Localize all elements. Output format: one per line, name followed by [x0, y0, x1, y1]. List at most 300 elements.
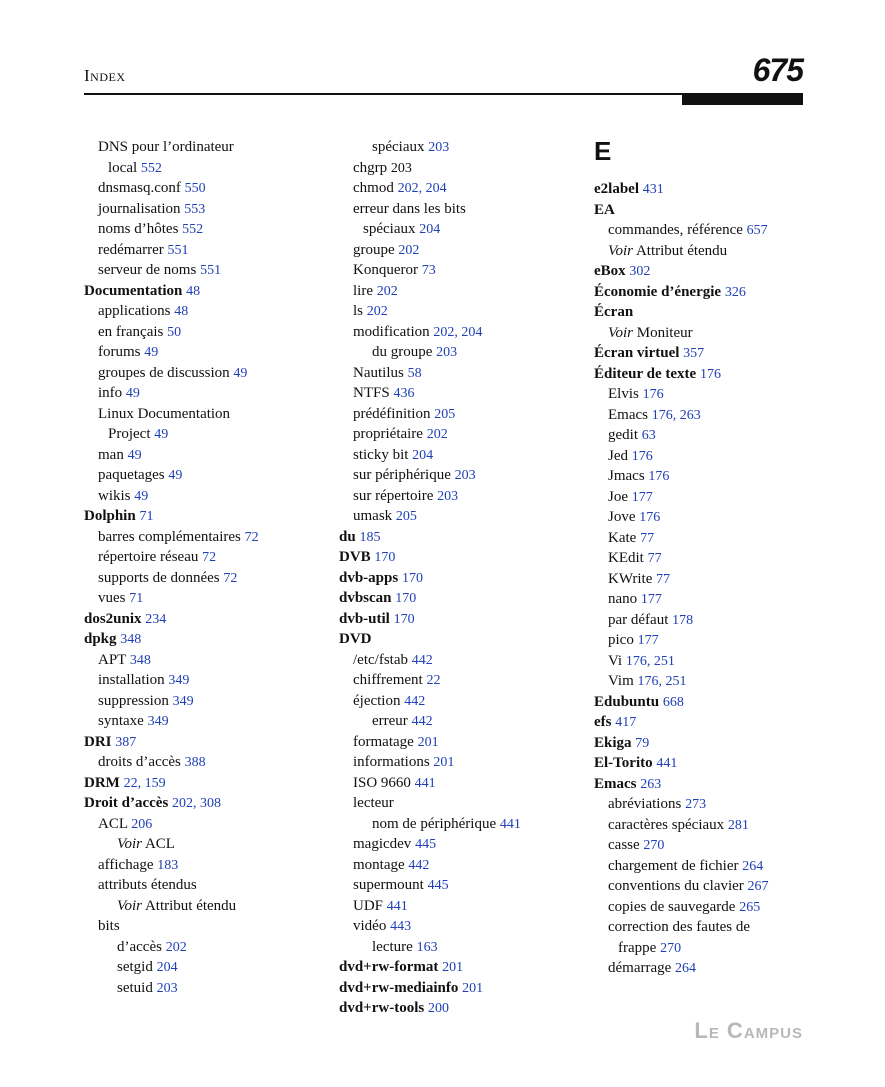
- index-term: ISO 9660: [353, 774, 411, 791]
- index-term: du groupe: [372, 344, 433, 360]
- page-reference[interactable]: 177: [640, 592, 662, 607]
- index-term: erreur: [372, 713, 408, 729]
- page-reference[interactable]: 22, 159: [123, 775, 166, 791]
- page-reference[interactable]: 441: [656, 756, 678, 771]
- index-subentry: [339, 834, 579, 855]
- index-subentry: [594, 671, 834, 692]
- index-term: local: [108, 159, 138, 176]
- index-subentry: [339, 199, 579, 220]
- index-subentry: [594, 569, 834, 590]
- index-entry: [339, 527, 579, 548]
- page-reference[interactable]: 79: [635, 735, 650, 751]
- page-reference[interactable]: 551: [167, 242, 189, 258]
- page-reference[interactable]: 204: [419, 222, 441, 237]
- index-term: abréviations: [608, 796, 682, 812]
- index-subentry: [594, 958, 834, 979]
- index-subentry: [339, 506, 579, 527]
- page-reference[interactable]: 441: [386, 898, 408, 914]
- page-reference[interactable]: 71: [129, 591, 144, 606]
- page-reference[interactable]: 203: [454, 468, 476, 483]
- index-subentry: [339, 363, 579, 384]
- page-reference[interactable]: 205: [434, 406, 456, 422]
- index-subentry: [594, 487, 834, 508]
- index-subentry: [84, 937, 324, 958]
- index-subentry: [594, 528, 834, 549]
- index-term: Elvis: [608, 386, 639, 402]
- index-entry: [84, 773, 324, 794]
- index-subentry: [339, 916, 579, 937]
- index-term: affichage: [98, 856, 154, 873]
- page-reference[interactable]: 73: [421, 263, 436, 278]
- index-subentry: [84, 199, 324, 220]
- page-reference[interactable]: 348: [120, 632, 142, 647]
- index-subentry: [84, 711, 324, 732]
- index-term: ls: [353, 303, 364, 319]
- index-term: Edubuntu: [594, 693, 660, 710]
- index-term: dvbscan: [339, 590, 392, 606]
- index-term: umask: [353, 508, 393, 524]
- page-reference[interactable]: 202: [426, 427, 448, 442]
- index-entry: [84, 281, 324, 302]
- page-reference[interactable]: 349: [147, 714, 169, 729]
- index-term: ACL: [144, 836, 175, 852]
- index-subentry: [84, 650, 324, 671]
- index-term: journalisation: [98, 200, 181, 217]
- index-term: dvd+rw-format: [339, 959, 439, 975]
- index-subentry: [339, 732, 579, 753]
- running-header: Index: [84, 66, 126, 85]
- index-term: DVD: [339, 631, 372, 647]
- page-reference[interactable]: 178: [672, 612, 694, 628]
- page-reference[interactable]: 442: [411, 714, 433, 729]
- index-term: pico: [608, 632, 634, 648]
- index-subentry: [339, 814, 579, 835]
- index-term: nano: [608, 591, 638, 607]
- index-term: Attribut étendu: [144, 897, 237, 914]
- index-subentry: [84, 465, 324, 486]
- page-reference[interactable]: 203: [428, 140, 450, 155]
- index-entry: [594, 364, 834, 385]
- index-subentry: [84, 752, 324, 773]
- index-subentry: [339, 240, 579, 261]
- page-reference[interactable]: 349: [168, 673, 190, 688]
- page-reference[interactable]: 63: [641, 428, 656, 443]
- page-reference[interactable]: 326: [724, 284, 746, 300]
- page-reference[interactable]: 177: [631, 489, 653, 505]
- index-term: Konqueror: [353, 262, 418, 278]
- index-term: Ekiga: [594, 734, 632, 751]
- page-reference[interactable]: 445: [427, 878, 449, 893]
- page-reference[interactable]: 49: [125, 386, 140, 401]
- page-reference[interactable]: 202, 204: [433, 324, 483, 340]
- index-entry: [339, 957, 579, 978]
- page-reference[interactable]: 442: [408, 857, 430, 873]
- index-subentry: [84, 670, 324, 691]
- page-reference[interactable]: 445: [415, 837, 437, 852]
- index-entry: [84, 793, 324, 814]
- index-term: dvb-util: [339, 610, 390, 627]
- page-reference[interactable]: 270: [660, 940, 682, 956]
- index-term: par défaut: [608, 611, 669, 628]
- index-term: barres complémentaires: [98, 528, 241, 545]
- page-reference[interactable]: 443: [390, 919, 412, 934]
- page-reference[interactable]: 49: [168, 468, 183, 483]
- index-term: Droit d’accès: [84, 795, 169, 811]
- index-term: dvd+rw-tools: [339, 1000, 425, 1016]
- index-entry: [84, 609, 324, 630]
- page-reference[interactable]: 176, 251: [625, 653, 675, 669]
- index-column-1: [84, 137, 324, 998]
- page-reference[interactable]: 77: [656, 571, 671, 587]
- index-term: propriétaire: [353, 426, 423, 442]
- index-subentry: [84, 957, 324, 978]
- index-column-2: [339, 137, 579, 1019]
- see-reference-prefix: Voir: [608, 324, 634, 341]
- index-term: Nautilus: [353, 364, 404, 381]
- page-reference[interactable]: 441: [499, 816, 521, 832]
- page-reference[interactable]: 203: [156, 980, 178, 996]
- index-subentry: [339, 404, 579, 425]
- index-subentry: [594, 794, 834, 815]
- index-subentry: [84, 896, 324, 917]
- page-reference[interactable]: 49: [134, 488, 149, 504]
- index-term: wikis: [98, 487, 131, 504]
- index-subentry: [339, 670, 579, 691]
- page-reference[interactable]: 201: [433, 755, 455, 770]
- page-reference[interactable]: 77: [647, 551, 662, 566]
- index-subentry: [594, 589, 834, 610]
- index-subentry: [339, 137, 579, 158]
- page-reference[interactable]: 176: [699, 366, 721, 382]
- index-term: Project: [108, 426, 151, 442]
- page-reference[interactable]: 203: [437, 488, 459, 504]
- page-reference[interactable]: 176: [639, 510, 661, 525]
- index-term: DNS pour l’ordinateur: [98, 139, 234, 155]
- page-reference[interactable]: 441: [414, 775, 436, 791]
- index-term: correction des fautes de: [608, 919, 751, 935]
- index-term: serveur de noms: [98, 262, 197, 278]
- page-reference[interactable]: 58: [407, 365, 422, 381]
- page-reference[interactable]: 234: [145, 611, 167, 627]
- page-reference[interactable]: 170: [395, 591, 417, 606]
- page-reference[interactable]: 202, 308: [172, 796, 222, 811]
- index-entry: [594, 733, 834, 754]
- page-reference[interactable]: 552: [182, 222, 204, 237]
- index-subentry: [84, 342, 324, 363]
- index-term: Vi: [608, 652, 623, 669]
- index-term: forums: [98, 344, 141, 360]
- index-column-3: [594, 137, 834, 979]
- page-reference[interactable]: 273: [685, 797, 707, 812]
- index-subentry: [339, 773, 579, 794]
- index-subentry: [84, 178, 324, 199]
- index-subentry: [594, 856, 834, 877]
- page-reference[interactable]: 387: [115, 734, 137, 750]
- index-term: vues: [98, 590, 126, 606]
- index-subentry: [339, 875, 579, 896]
- page-reference[interactable]: 72: [223, 570, 238, 586]
- index-subentry: [84, 814, 324, 835]
- see-reference-prefix: Voir: [608, 242, 634, 259]
- page-reference[interactable]: 442: [411, 652, 433, 668]
- index-subentry: [84, 875, 324, 896]
- index-entry: [339, 998, 579, 1019]
- index-subentry: [594, 466, 834, 487]
- page-reference[interactable]: 202: [165, 939, 187, 955]
- index-entry: [594, 712, 834, 733]
- index-term: applications: [98, 303, 171, 319]
- page-reference[interactable]: 357: [683, 346, 705, 361]
- index-subentry: [339, 383, 579, 404]
- page-reference[interactable]: 264: [675, 961, 697, 976]
- page-reference[interactable]: 176, 263: [651, 407, 701, 423]
- index-term: dvd+rw-mediainfo: [339, 979, 459, 996]
- index-term: ACL: [98, 815, 128, 832]
- index-term: magicdev: [353, 836, 412, 852]
- index-term: DVB: [339, 549, 371, 565]
- index-term: Dolphin: [84, 508, 136, 524]
- index-term: chgrp: [353, 159, 388, 176]
- index-subentry: [339, 301, 579, 322]
- index-subentry: [84, 260, 324, 281]
- page-reference[interactable]: 48: [186, 283, 201, 299]
- page-reference[interactable]: 177: [637, 633, 659, 648]
- index-term: supports de données: [98, 569, 220, 586]
- page-reference[interactable]: 49: [127, 447, 142, 463]
- index-term: supermount: [353, 877, 424, 893]
- index-term: suppression: [98, 692, 169, 709]
- page-reference[interactable]: 49: [144, 345, 159, 360]
- index-term: Éditeur de texte: [594, 365, 697, 382]
- page-reference[interactable]: 202: [398, 242, 420, 258]
- index-entry: [339, 978, 579, 999]
- index-term: copies de sauvegarde: [608, 898, 736, 915]
- index-term: nom de périphérique: [372, 815, 497, 832]
- page-reference[interactable]: 77: [640, 530, 655, 546]
- index-entry: [594, 261, 834, 282]
- index-term: sticky bit: [353, 446, 409, 463]
- index-entry: [339, 629, 579, 650]
- page-reference[interactable]: 22: [426, 673, 441, 688]
- page-reference[interactable]: 201: [462, 980, 484, 996]
- index-term: e2label: [594, 181, 639, 197]
- index-term: démarrage: [608, 960, 672, 976]
- index-subentry: [594, 384, 834, 405]
- index-subentry: [339, 322, 579, 343]
- index-subentry: [339, 650, 579, 671]
- index-subentry: [339, 855, 579, 876]
- page-reference[interactable]: 553: [184, 201, 206, 217]
- index-subentry: [594, 815, 834, 836]
- page-reference[interactable]: 281: [727, 817, 749, 833]
- index-term: casse: [608, 837, 640, 853]
- index-entry: [594, 282, 834, 303]
- index-term: DRI: [84, 733, 112, 750]
- index-term: APT: [98, 651, 127, 668]
- index-subentry: [594, 651, 834, 672]
- index-subentry: [339, 465, 579, 486]
- page-reference[interactable]: 176: [648, 469, 670, 484]
- index-entry: [84, 506, 324, 527]
- index-term: formatage: [353, 733, 414, 750]
- index-term: Écran virtuel: [594, 345, 680, 361]
- page-reference[interactable]: 170: [374, 550, 396, 565]
- page-reference[interactable]: 551: [200, 263, 222, 278]
- index-term: syntaxe: [98, 713, 144, 729]
- page-reference[interactable]: 202, 204: [397, 181, 447, 196]
- index-subentry: [339, 342, 579, 363]
- page-reference[interactable]: 263: [640, 776, 662, 792]
- index-subentry: [84, 301, 324, 322]
- index-subentry: [594, 425, 834, 446]
- page-reference[interactable]: 203: [436, 345, 458, 360]
- page-reference[interactable]: 170: [393, 611, 415, 627]
- index-subentry: [84, 547, 324, 568]
- index-term: chiffrement: [353, 672, 423, 688]
- index-subentry: [84, 588, 324, 609]
- index-term: chargement de fichier: [608, 857, 739, 874]
- index-term: man: [98, 446, 124, 463]
- index-term: vidéo: [353, 918, 387, 934]
- index-subentry: [84, 916, 324, 937]
- index-term: lecteur: [353, 795, 394, 811]
- page-reference[interactable]: 49: [154, 427, 169, 442]
- index-term: Jmacs: [608, 468, 645, 484]
- index-subentry: [594, 938, 834, 959]
- see-reference-prefix: Voir: [117, 836, 143, 852]
- page-reference[interactable]: 668: [662, 694, 684, 710]
- index-entry: [594, 692, 834, 713]
- index-term: erreur dans les bits: [353, 200, 466, 217]
- index-subentry: [339, 219, 579, 240]
- index-subentry: [84, 445, 324, 466]
- index-subentry: [339, 896, 579, 917]
- page-reference[interactable]: 202: [366, 304, 388, 319]
- index-entry: [594, 179, 834, 200]
- index-subentry: [594, 630, 834, 651]
- index-subentry: [594, 548, 834, 569]
- page-reference[interactable]: 200: [427, 1001, 449, 1016]
- index-term: paquetages: [98, 467, 165, 483]
- index-term: redémarrer: [98, 241, 164, 258]
- index-term: en français: [98, 323, 164, 340]
- index-entry: [84, 732, 324, 753]
- page-reference[interactable]: 71: [139, 509, 154, 524]
- page-reference[interactable]: 72: [244, 529, 259, 545]
- page-reference[interactable]: 436: [393, 386, 415, 401]
- index-term: Kate: [608, 529, 637, 546]
- page-reference[interactable]: 202: [376, 283, 398, 299]
- index-subentry: [594, 917, 834, 938]
- index-subentry: [84, 219, 324, 240]
- page-reference[interactable]: 205: [395, 509, 417, 524]
- publisher-logo: Le Campus: [694, 1018, 803, 1043]
- index-subentry: [594, 897, 834, 918]
- index-subentry: [339, 260, 579, 281]
- index-term: prédéfinition: [353, 405, 431, 422]
- index-entry: [594, 753, 834, 774]
- page-reference[interactable]: 550: [184, 181, 206, 196]
- index-term: chmod: [353, 180, 394, 196]
- page-reference[interactable]: 270: [643, 838, 665, 853]
- page-reference[interactable]: 201: [442, 960, 464, 975]
- index-term: installation: [98, 672, 165, 688]
- index-subentry: [339, 424, 579, 445]
- index-term: eBox: [594, 263, 626, 279]
- index-subentry: [594, 323, 834, 344]
- index-term: droits d’accès: [98, 754, 181, 770]
- page-reference[interactable]: 431: [642, 182, 664, 197]
- page-reference[interactable]: 388: [184, 755, 206, 770]
- page-reference[interactable]: 552: [140, 160, 162, 176]
- index-term: /etc/fstab: [353, 651, 408, 668]
- page-reference[interactable]: 204: [156, 960, 178, 975]
- page-reference[interactable]: 348: [129, 652, 151, 668]
- page-reference[interactable]: 201: [417, 734, 439, 750]
- see-reference-prefix: Voir: [117, 897, 143, 914]
- page-reference[interactable]: 170: [401, 570, 423, 586]
- index-term: Linux Documentation: [98, 405, 231, 422]
- index-term: dpkg: [84, 631, 117, 647]
- page-reference[interactable]: 417: [615, 715, 637, 730]
- page-reference[interactable]: 657: [746, 223, 768, 238]
- index-term: Attribut étendu: [635, 242, 728, 259]
- index-subentry: [594, 610, 834, 631]
- page-reference[interactable]: 349: [172, 693, 194, 709]
- index-term: éjection: [353, 692, 401, 709]
- index-subentry: [339, 445, 579, 466]
- index-subentry: [84, 240, 324, 261]
- page-reference[interactable]: 176: [642, 387, 664, 402]
- page-reference[interactable]: 442: [404, 693, 426, 709]
- index-term: du: [339, 528, 356, 545]
- index-term: dos2unix: [84, 610, 142, 627]
- page-reference[interactable]: 50: [167, 324, 182, 340]
- index-subentry: [84, 424, 324, 445]
- index-term: Emacs: [608, 406, 648, 423]
- page-reference[interactable]: 176, 251: [637, 674, 687, 689]
- index-term: informations: [353, 754, 430, 770]
- index-term: Écran: [594, 304, 634, 320]
- section-letter: E: [594, 136, 612, 166]
- page-reference[interactable]: 264: [742, 858, 764, 874]
- page-reference[interactable]: 265: [739, 899, 761, 915]
- page-reference[interactable]: 183: [157, 857, 179, 873]
- page-reference[interactable]: 176: [631, 448, 653, 464]
- index-subentry: [84, 363, 324, 384]
- index-subentry: [594, 876, 834, 897]
- index-subentry: [594, 220, 834, 241]
- index-term: NTFS: [353, 385, 390, 401]
- page-reference[interactable]: 267: [747, 879, 769, 894]
- index-term: dvb-apps: [339, 569, 399, 586]
- page-reference[interactable]: 203: [390, 160, 412, 176]
- page-reference[interactable]: 72: [202, 550, 217, 565]
- index-term: Documentation: [84, 282, 183, 299]
- index-subentry: [594, 446, 834, 467]
- index-term: conventions du clavier: [608, 878, 744, 894]
- page-reference[interactable]: 48: [174, 304, 189, 319]
- index-entry: [594, 343, 834, 364]
- page-reference[interactable]: 206: [131, 816, 153, 832]
- page-reference[interactable]: 49: [233, 365, 248, 381]
- index-term: efs: [594, 714, 612, 730]
- page-reference[interactable]: 185: [359, 529, 381, 545]
- page-reference[interactable]: 163: [416, 939, 438, 955]
- page-reference[interactable]: 204: [412, 447, 434, 463]
- index-entry: [594, 302, 834, 323]
- page-reference[interactable]: 302: [629, 264, 651, 279]
